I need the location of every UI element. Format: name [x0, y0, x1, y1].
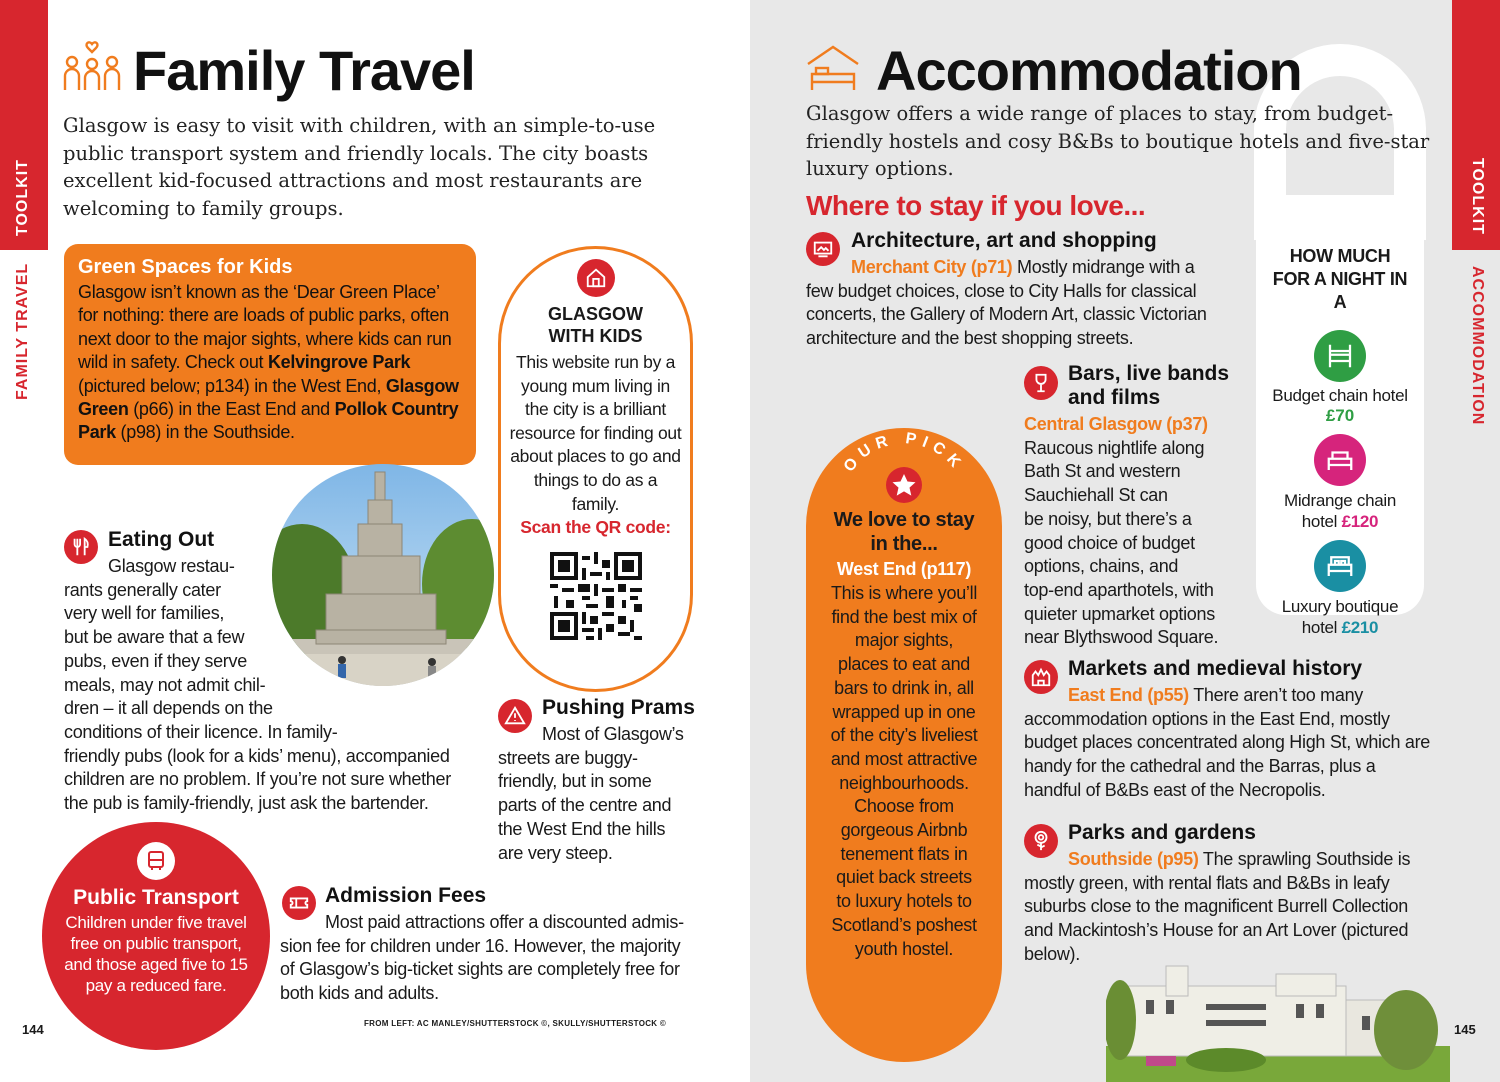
- parks-text: Southside (p95) The sprawling Southside is mostly green, with rental flats and B&Bs in leafy suburbs close to the magnificent Burrell Collection and Mackintosh’s House for an Art Lover (pictured below).: [1024, 849, 1411, 964]
- architecture-title: Architecture, art and shopping: [851, 229, 1157, 252]
- spine-section-left: FAMILY TRAVEL: [14, 262, 31, 400]
- kids-box-title: GLASGOW WITH KIDS: [548, 304, 643, 346]
- kids-box-text: This website run by a young mum living in the city is a brilliant resource for finding out about places to go and things to do as a family.: [509, 352, 682, 514]
- family-icon: [62, 40, 122, 101]
- markets-title: Markets and medieval history: [1068, 657, 1363, 680]
- house-icon: [577, 259, 615, 297]
- public-transport-circle: [42, 822, 270, 1050]
- spine-toolkit-right: TOOLKIT: [1469, 158, 1486, 235]
- king-bed-icon: [1314, 540, 1366, 592]
- price-item-midrange: Midrange chain hotel £120: [1256, 434, 1424, 532]
- bars-text: Central Glasgow (p37) Raucous nightlife along Bath St and western Sauchiehall St can be noisy, but there’s a good choice of budget options, chains, and top-end aparthotels, with quieter upmarket options near Blythswood Square.: [1024, 414, 1219, 648]
- green-spaces-box: [64, 244, 476, 465]
- public-transport-title: Public Transport: [73, 886, 239, 909]
- price-panel: [1256, 195, 1424, 637]
- svg-text:OUR PICK: OUR PICK: [840, 430, 968, 476]
- bed-icon: [806, 44, 860, 97]
- markets-text: East End (p55) There aren’t too many accommodation options in the East End, mostly budget places concentrated along High St, which are handy for the cathedral and the Barras, plus a handful of B&Bs east of the Necropolis.: [1024, 685, 1430, 800]
- admission-fees-text: Most paid attractions offer a discounted admis- sion fee for children under 16. However, the majority of Glasgow’s big-ticket sights are completely free for both kids and adults.: [280, 912, 684, 1004]
- our-pick-box: [806, 428, 1002, 1062]
- double-bed-icon: [1314, 434, 1366, 486]
- bars-title: Bars, live bands and films: [1068, 362, 1230, 409]
- spine-section-right: ACCOMMODATION: [1469, 266, 1486, 426]
- family-intro: Glasgow is easy to visit with children, with an simple-to-use public transport system and friendly locals. The city boasts excellent kid-focused attractions and most restaurants are welcoming to family groups.: [63, 114, 656, 220]
- our-pick-heading: We love to stay in the...: [833, 509, 975, 555]
- glasgow-with-kids-box: [498, 246, 693, 692]
- green-spaces-text: Glasgow isn’t known as the ‘Dear Green Place’ for nothing: there are loads of public parks, often next door to the major sights, where kids can run wild in safety. Check out Kelvingrove Park (pictured below; p134) in the West End, Glasgow Green (p66) in the East End and Pollok Country Park (p98) in the Southside.: [78, 282, 459, 443]
- eating-out-title: Eating Out: [108, 528, 215, 551]
- our-pick-ref: West End (p117): [836, 559, 972, 579]
- green-spaces-title: Green Spaces for Kids: [78, 256, 293, 278]
- spine-toolkit-left: TOOLKIT: [14, 159, 31, 236]
- wine-glass-icon: [1024, 366, 1058, 400]
- bus-icon: [137, 842, 175, 880]
- price-heading: HOW MUCH FOR A NIGHT IN A: [1272, 246, 1408, 312]
- admission-fees-title: Admission Fees: [325, 884, 487, 907]
- parks-title: Parks and gardens: [1068, 821, 1256, 844]
- house-for-an-art-lover-photo: [1106, 960, 1450, 1082]
- where-to-stay-heading: Where to stay if you love...: [806, 190, 1146, 221]
- kids-box-cta: Scan the QR code:: [520, 517, 671, 538]
- architecture-text: Merchant City (p71) Mostly midrange with a few budget choices, close to City Halls for classical concerts, the Gallery of Modern Art, classic Victorian architecture and the best shopping streets.: [806, 257, 1207, 349]
- our-pick-text: This is where you’ll find the best mix of major sights, places to eat and bars to drink in, all wrapped up in one of the city’s liveliest and most attractive neighbourhoods. Choose from gorgeous Airbnb tenement flats in quiet back streets to luxury hotels to Scotland’s poshest youth hostel.: [830, 583, 978, 959]
- qr-code[interactable]: [550, 551, 642, 641]
- accommodation-intro: Glasgow offers a wide range of places to stay, from budget-friendly hostels and cosy B&Bs to boutique hotels and five-star luxury options.: [806, 102, 1430, 180]
- price-item-luxury: Luxury boutique hotel £210: [1256, 540, 1424, 638]
- pushing-prams-text: Most of Glasgow’s streets are buggy- friendly, but in some parts of the centre and the West End the hills are very steep.: [498, 724, 684, 863]
- page-title-family: Family Travel: [133, 39, 475, 102]
- our-pick-badge: [806, 428, 1002, 518]
- eating-out-text: Glasgow restau- rants generally cater very well for families, but be aware that a few pubs, even if they serve meals, may not admit chil- dren – it all depends on the conditions of their licence. In family- friendly pubs (look for a kids’ menu), accompanied children are no problem. If you’re not sure whether the pub is family-friendly, just ask the bartender.: [64, 556, 451, 814]
- pushing-prams-title: Pushing Prams: [542, 696, 695, 719]
- price-item-budget: Budget chain hotel £70: [1256, 330, 1424, 426]
- page-title-accommodation: Accommodation: [876, 39, 1302, 102]
- public-transport-text: Children under five travel free on public transport, and those aged five to 15 pay a reduced fare.: [64, 913, 248, 995]
- bunk-bed-icon: [1314, 330, 1366, 382]
- page-number-right: 145: [1454, 1022, 1476, 1037]
- page-number-left: 144: [22, 1022, 44, 1037]
- photo-credit: FROM LEFT: AC MANLEY/SHUTTERSTOCK ©, SKULLY/SHUTTERSTOCK ©: [364, 1019, 667, 1028]
